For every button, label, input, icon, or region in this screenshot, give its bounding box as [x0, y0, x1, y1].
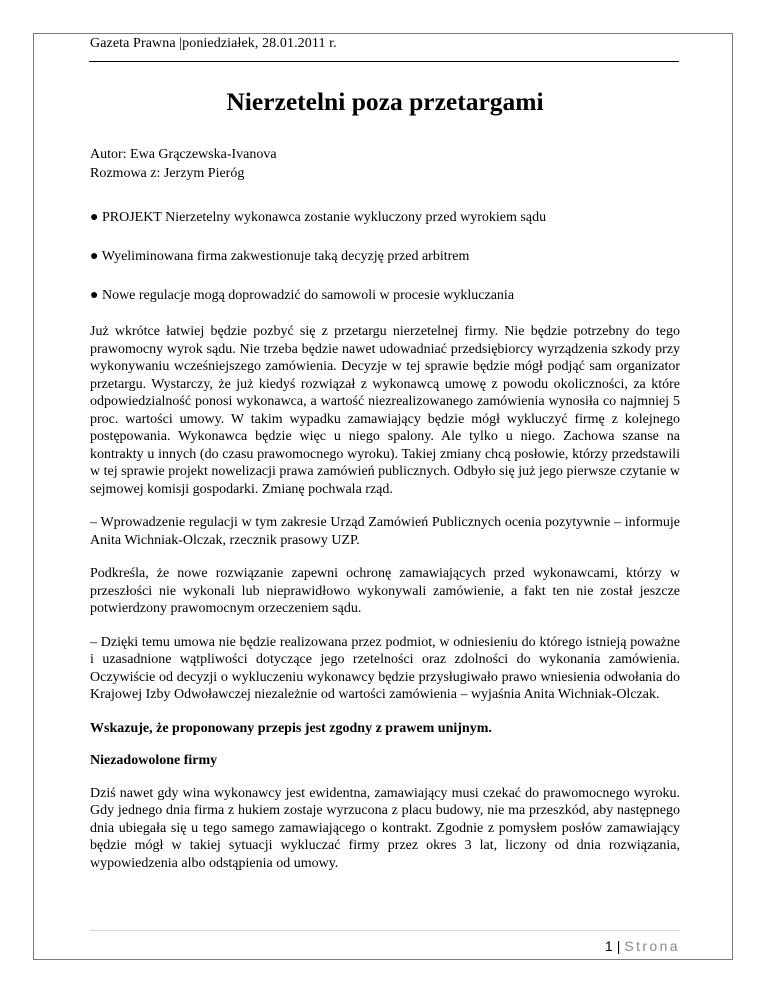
page-word: Strona [624, 938, 680, 954]
lead-bullet: ● Wyeliminowana firma zakwestionuje taką decyzję przed arbitrem [90, 249, 470, 264]
footer-separator: | [616, 938, 621, 954]
footer-divider [90, 930, 680, 931]
body-paragraph: Dziś nawet gdy wina wykonawcy jest ewidentna, zamawiający musi czekać do prawomocnego wyroku. Gdy jednego dnia firma z hukiem zostaje wyrzucona z placu budowy, nie ma przeszkód, aby następnego dnia ubiegała się u tego samego zamawiającego o kontrakt. Zgodnie z pomysłem posłów zamawiający będzie mógł w takiej sytuacji wykluczać firmy przez okres 3 lat, liczony od dnia rozwiązania, wypowiedzenia albo odstąpienia od umowy. [90, 785, 680, 871]
lead-bullet: ● Nowe regulacje mogą doprowadzić do samowoli w procesie wykluczania [90, 288, 515, 303]
body-paragraph: – Wprowadzenie regulacji w tym zakresie Urząd Zamówień Publicznych ocenia pozytywnie – informuje Anita Wichniak-Olczak, rzecznik prasowy UZP. [90, 515, 680, 548]
header-divider [89, 61, 679, 62]
body-paragraph: Już wkrótce łatwiej będzie pozbyć się z przetargu nierzetelnej firmy. Nie będzie potrzebny do tego prawomocny wyrok sądu. Nie trzeba będzie nawet udowadniać przedsiębiorcy wyrządzenia szkody przy wykonywaniu wcześniejszego zamówienia. Decyzje w tej sprawie będzie mógł podjąć sam organizator przetargu. Wystarczy, że już kiedyś rozwiązał z wykonawcą umowę z powodu okoliczności, za które odpowiedzialność ponosi wykonawca, a wartość niezrealizowanego zamówienia wynosiła co najmniej 5 proc. wartości umowy. W takim wypadku zamawiający będzie mógł wykluczyć firmę z kolejnego postępowania. Wykonawca będzie więc u niego spalony. Ale tylko u niego. Zachowa szanse na kontrakty u innych (do czasu prawomocnego wyroku). Takiej zmiany chcą posłowie, którzy przedstawili w tej sprawie projekt nowelizacji prawa zamówień publicznych. Odbyło się już jego pierwsze czytanie w sejmowej komisji gospodarki. Zmianę pochwala rząd. [90, 324, 680, 497]
section-subheading: Niezadowolone firmy [90, 753, 218, 768]
page-number: 1 [604, 938, 613, 954]
interview-line: Rozmowa z: Jerzym Pieróg [90, 166, 245, 181]
page-footer [605, 938, 680, 954]
page-header: Gazeta Prawna |poniedziałek, 28.01.2011 r. [90, 36, 337, 51]
lead-bullet: ● PROJEKT Nierzetelny wykonawca zostanie wykluczony przed wyrokiem sądu [90, 210, 547, 225]
article-body [90, 80, 680, 872]
article-title: Nierzetelni poza przetargami [226, 87, 544, 116]
author-line: Autor: Ewa Grączewska-Ivanova [90, 147, 277, 162]
body-paragraph: Podkreśla, że nowe rozwiązanie zapewni ochronę zamawiających przed wykonawcami, którzy w przeszłości nie wykonali lub nieprawidłowo wykonywali zamówienie, a fakt ten nie został jeszcze potwierdzony prawomocnym orzeczeniem sądu. [90, 566, 680, 616]
article-meta [90, 145, 680, 183]
body-paragraph: – Dzięki temu umowa nie będzie realizowana przez podmiot, w odniesieniu do którego istnieją poważne i uzasadnione wątpliwości dotyczące jego rzetelności oraz zdolności do wykonania zamówienia. Oczywiście od decyzji o wykluczeniu wykonawcy będzie przysługiwało prawo wniesienia odwołania do Krajowej Izby Odwoławczej niezależnie od wartości zamówienia – wyjaśnia Anita Wichniak-Olczak. [90, 634, 680, 702]
bold-statement: Wskazuje, że proponowany przepis jest zgodny z prawem unijnym. [90, 720, 492, 736]
